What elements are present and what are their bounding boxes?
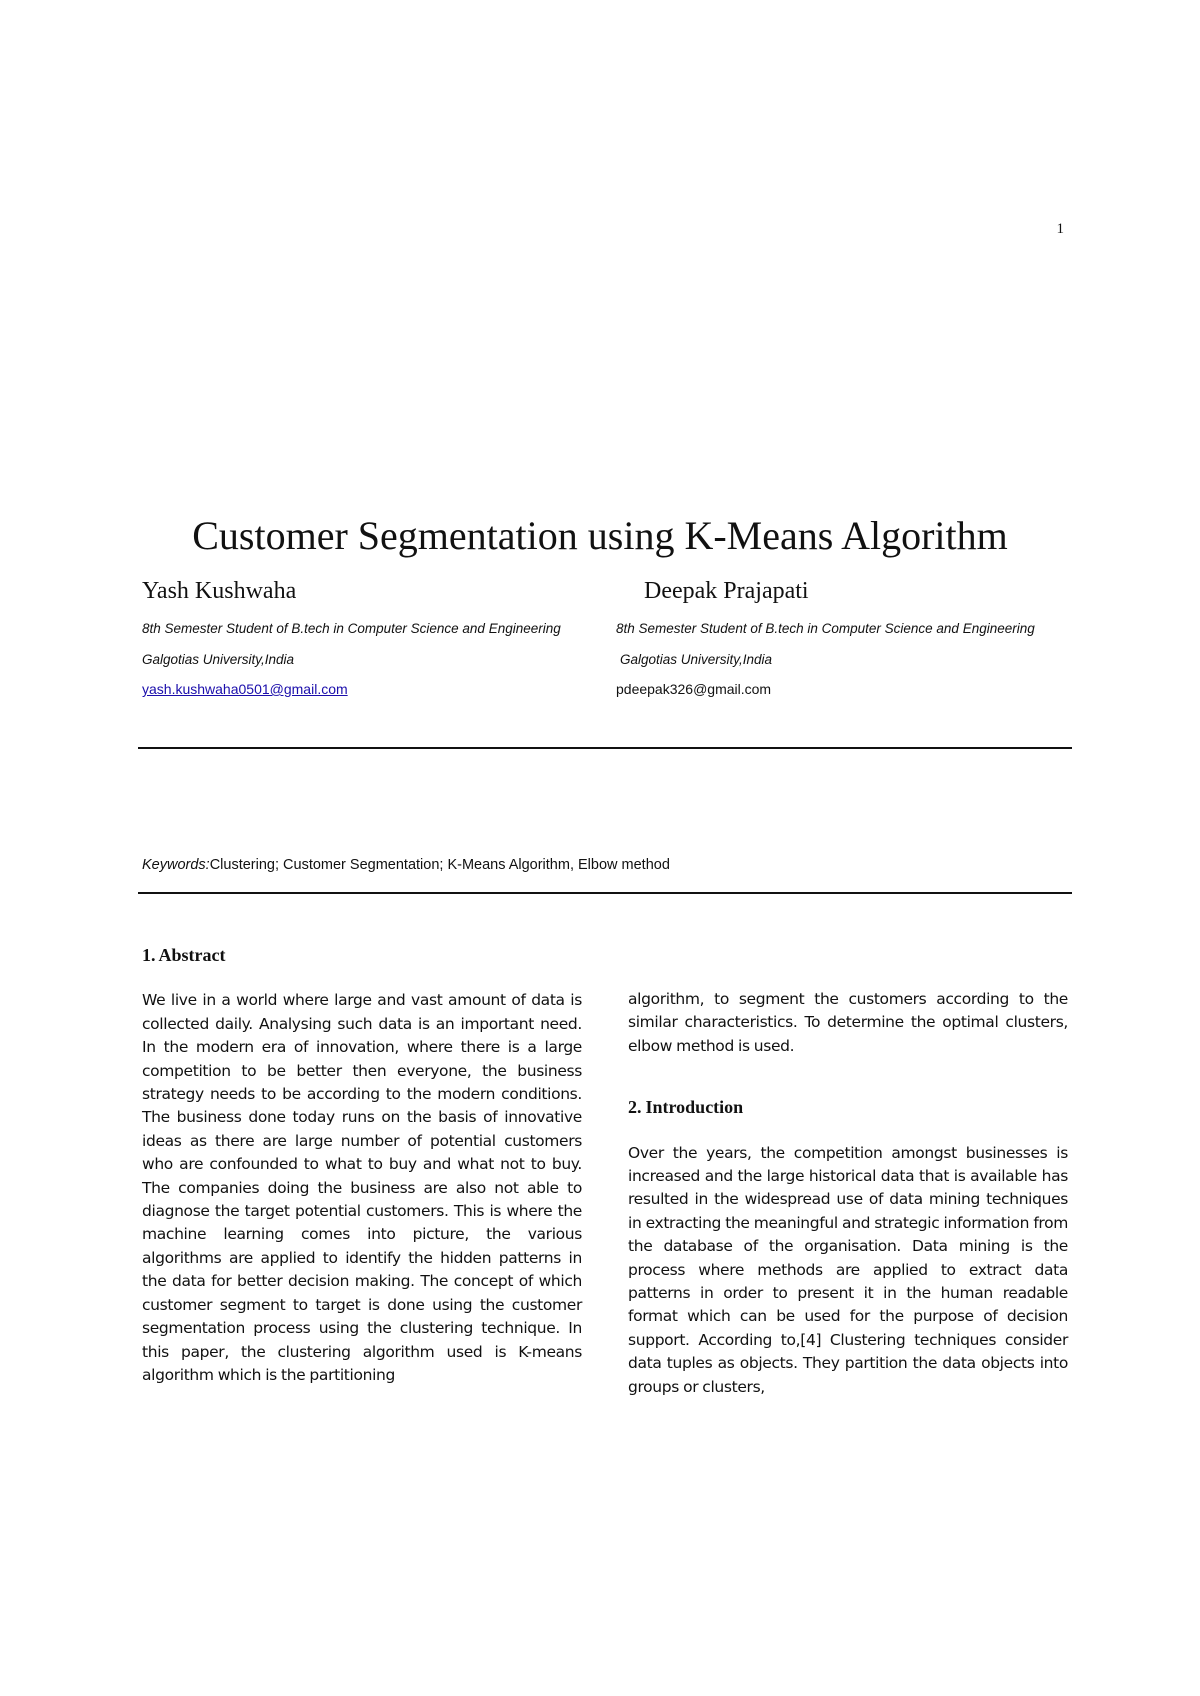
- author-name: Yash Kushwaha: [142, 578, 297, 604]
- author-email-link[interactable]: yash.kushwaha0501@gmail.com: [142, 681, 348, 697]
- author-university: Galgotias University,India: [620, 652, 773, 667]
- author-block-1: [142, 578, 561, 697]
- author-affiliation: 8th Semester Student of B.tech in Computer Science and Engineering: [616, 621, 1035, 636]
- introduction-heading: 2. Introduction: [628, 1097, 744, 1118]
- paper-title: Customer Segmentation using K-Means Algorithm: [192, 513, 1008, 558]
- abstract-paragraph-continued: algorithm, to segment the customers according to the similar characteristics. To determine the optimal clusters, elbow method is used.: [628, 990, 1068, 1055]
- author-email: pdeepak326@gmail.com: [616, 681, 772, 697]
- right-column: [628, 988, 1068, 1399]
- abstract-paragraph: We live in a world where large and vast amount of data is collected daily. Analysing such data is an important need. In the modern era of innovation, where there is a large competition to be better then everyone, the business strategy needs to be according to the modern conditions. The business done today runs on the basis of innovative ideas as there are large number of potential customers who are confounded to what to buy and what not to buy. The companies doing the business are also not able to diagnose the target potential customers. This is where the machine learning comes into picture, the various algorithms are applied to identify the hidden patterns in the data for better decision making. The concept of which customer segment to target is done using the customer segmentation process using the clustering technique. In this paper, the clustering algorithm used is K-means algorithm which is the partitioning: [142, 991, 582, 1384]
- abstract-heading: 1. Abstract: [142, 945, 226, 965]
- author-block-2: [616, 578, 1035, 697]
- keywords-divider: [138, 892, 1072, 894]
- keywords-label: Keywords:: [142, 857, 210, 873]
- keywords-line: [142, 857, 670, 873]
- header-divider: [138, 747, 1072, 749]
- left-column: [142, 944, 582, 1387]
- page-number: 1: [1056, 221, 1064, 237]
- author-university: Galgotias University,India: [142, 652, 295, 667]
- introduction-paragraph: Over the years, the competition amongst businesses is increased and the large historical data that is available has resulted in the widespread use of data mining techniques in extracting the meaningful and strategic information from the database of the organisation. Data mining is the process where methods are applied to extract data patterns in order to present it in the human readable format which can be used for the purpose of decision support. According to,[4] Clustering techniques consider data tuples as objects. They partition the data objects into groups or clusters,: [628, 1143, 1068, 1396]
- author-affiliation: 8th Semester Student of B.tech in Computer Science and Engineering: [142, 621, 561, 636]
- keywords-text: Clustering; Customer Segmentation; K-Means Algorithm, Elbow method: [209, 857, 670, 873]
- author-name: Deepak Prajapati: [644, 578, 809, 604]
